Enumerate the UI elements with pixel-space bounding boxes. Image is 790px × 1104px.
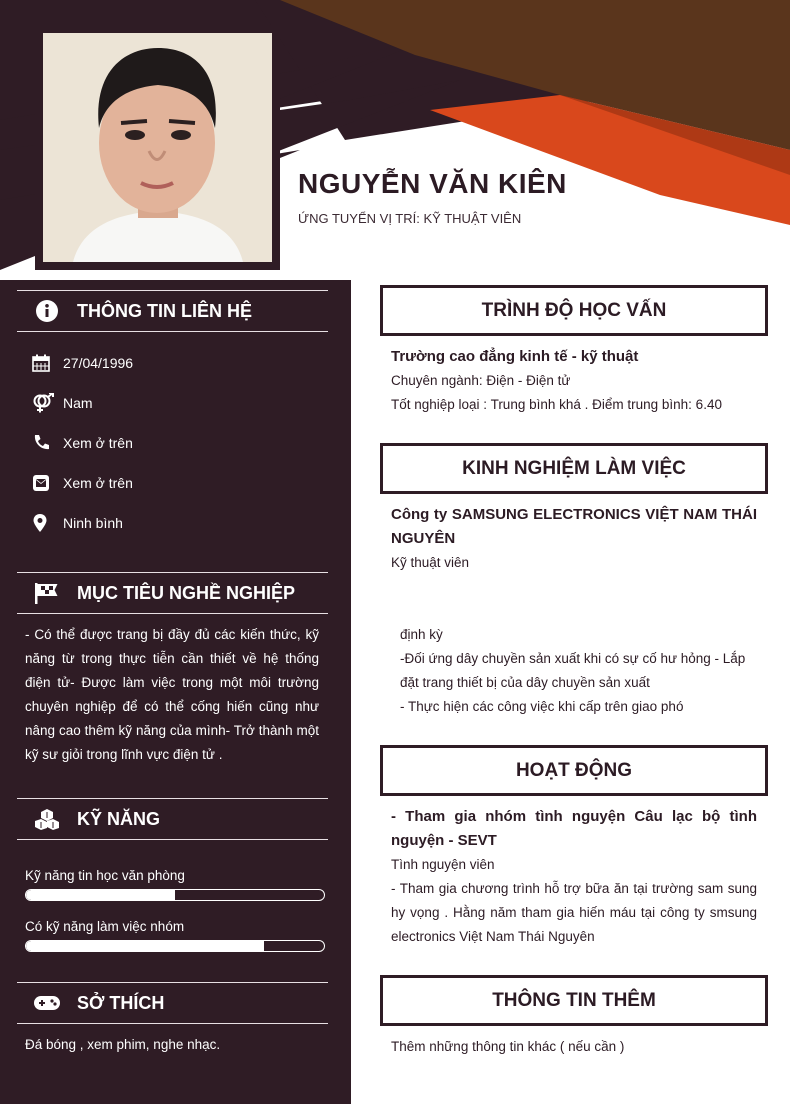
email-value: Xem ở trên (63, 475, 133, 491)
gender-icon (32, 393, 63, 413)
info-icon (17, 299, 77, 323)
contact-address (32, 512, 123, 534)
activities-role: Tình nguyện viên (391, 857, 495, 872)
hobbies-title: SỞ THÍCH (77, 992, 165, 1013)
objective-section-header (17, 572, 328, 614)
education-section-header: TRÌNH ĐỘ HỌC VẤN (380, 285, 768, 336)
extra-text: Thêm những thông tin khác ( nếu cần ) (391, 1039, 625, 1054)
skill-progress-fill (26, 941, 264, 951)
contact-phone (32, 432, 133, 454)
skills-section-header (17, 798, 328, 840)
objective-text: - Có thể được trang bị đầy đủ các kiến thức, kỹ năng từ trong thực tiễn cần thiết về hệ thống điện tử- Được làm việc trong một môi trường chuyên nghiệp để có thể cống hiến cũng như nâng cao thêm kỹ năng của mình- Trở thành một kỹ sư giỏi trong lĩnh vực điện tử . (25, 627, 319, 762)
education-school: Trường cao đẳng kinh tế - kỹ thuật (391, 348, 639, 365)
skill-progress-fill (26, 890, 175, 900)
experience-section-header: KINH NGHIỆM LÀM VIỆC (380, 443, 768, 494)
address-value: Ninh bình (63, 515, 123, 531)
activities-section-header: HOẠT ĐỘNG (380, 745, 768, 796)
contact-title: THÔNG TIN LIÊN HỆ (77, 300, 252, 321)
gamepad-icon (17, 994, 77, 1012)
skills-title: KỸ NĂNG (77, 808, 161, 829)
education-major: Chuyên ngành: Điện - Điện tử (391, 373, 571, 388)
skill-progress-bar (25, 940, 325, 952)
contact-birthday (32, 352, 133, 374)
activities-detail: - Tham gia chương trình hỗ trợ bữa ăn tại trường sam sung hy vọng . Hằng năm tham gia hiến máu tại công ty smsung electronics Việt Nam Thái Nguyên (391, 881, 757, 944)
hobbies-section-header (17, 982, 328, 1024)
experience-role: Kỹ thuật viên (391, 555, 470, 570)
location-pin-icon (32, 514, 63, 532)
activities-group: - Tham gia nhóm tình nguyện Câu lạc bộ tình nguyện - SEVT (391, 808, 757, 849)
skill-label: Kỹ năng tin học văn phòng (25, 868, 185, 883)
applied-position: ỨNG TUYỂN VỊ TRÍ: KỸ THUẬT VIÊN (298, 211, 522, 226)
flag-icon (17, 582, 77, 604)
cubes-icon (17, 808, 77, 830)
experience-detail: định kỳ (400, 627, 443, 642)
gender-value: Nam (63, 395, 93, 411)
objective-title: MỤC TIÊU NGHỀ NGHIỆP (77, 582, 296, 603)
experience-detail: -Đối ứng dây chuyền sản xuất khi có sự cố hư hỏng - Lắp đặt trang thiết bị của dây chuyền sản xuất (400, 651, 746, 690)
calendar-icon (32, 354, 63, 372)
hobbies-text: Đá bóng , xem phim, nghe nhạc. (25, 1037, 221, 1052)
birthday-value: 27/04/1996 (63, 355, 134, 371)
extra-section-header: THÔNG TIN THÊM (380, 975, 768, 1026)
contact-gender (32, 392, 93, 414)
experience-company: Công ty SAMSUNG ELECTRONICS VIỆT NAM THÁI NGUYÊN (391, 506, 757, 547)
contact-section-header (17, 290, 328, 332)
education-grade: Tốt nghiệp loại : Trung bình khá . Điểm trung bình: 6.40 (391, 397, 722, 412)
contact-email (32, 472, 133, 494)
skill-progress-bar (25, 889, 325, 901)
phone-value: Xem ở trên (63, 435, 133, 451)
candidate-name: NGUYỄN VĂN KIÊN (298, 168, 567, 199)
experience-detail: - Thực hiện các công việc khi cấp trên giao phó (400, 699, 684, 714)
skill-label: Có kỹ năng làm việc nhóm (25, 919, 185, 934)
avatar-illustration (43, 33, 272, 262)
phone-icon (32, 434, 63, 452)
envelope-icon (32, 474, 63, 492)
profile-photo (35, 25, 280, 270)
sidebar (0, 280, 351, 1104)
